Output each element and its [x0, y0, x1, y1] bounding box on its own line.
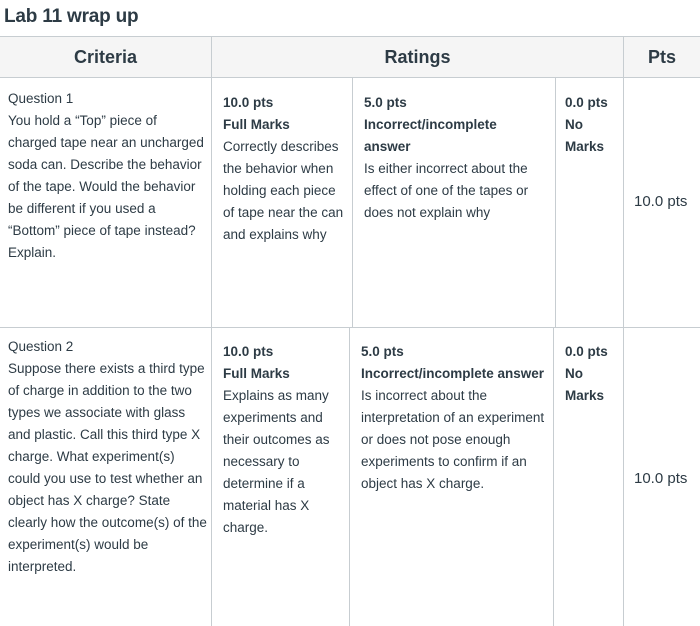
rating-description: Correctly describes the behavior when holding each piece of tape near the can and explains why: [223, 139, 344, 242]
criterion-description: Suppose there exists a third type of charge in addition to the two types we associate with glass and plastic. Call this third type X charge. What experiment(s) could you use to test whether an object has X charge? State clearly how the outcome(s) of the experiment(s) would be interpreted.: [8, 361, 207, 574]
rating-points: 5.0 pts: [361, 344, 404, 359]
column-divider: [623, 78, 624, 626]
rubric-table: [0, 36, 700, 626]
column-divider: [349, 328, 350, 626]
criterion-title: Question 2: [8, 339, 74, 354]
rating-name: Full Marks: [223, 366, 290, 381]
criteria-header: Criteria: [0, 36, 211, 78]
criterion-points: 10.0 pts: [634, 193, 688, 210]
criterion-cell: [8, 88, 208, 264]
pts-header: Pts: [623, 36, 700, 78]
rating-name: Incorrect/incomplete answer: [364, 117, 497, 154]
criterion-cell: [8, 336, 208, 578]
rating-points: 0.0 pts: [565, 95, 608, 110]
rating-cell: [223, 341, 345, 539]
criterion-title: Question 1: [8, 91, 74, 106]
rating-cell: [565, 341, 620, 407]
rating-description: Explains as many experiments and their outcomes as necessary to determine if a material has X charge.: [223, 388, 330, 535]
rating-cell: [364, 92, 544, 224]
rating-cell: [565, 92, 620, 158]
column-divider: [553, 328, 554, 626]
row-divider: [0, 327, 700, 328]
ratings-header: Ratings: [211, 36, 623, 78]
rating-points: 10.0 pts: [223, 344, 274, 359]
page-title: Lab 11 wrap up: [4, 6, 139, 27]
rating-name: No Marks: [565, 366, 605, 403]
rating-points: 0.0 pts: [565, 344, 608, 359]
rating-name: No Marks: [565, 117, 605, 154]
column-divider: [352, 78, 353, 328]
rating-description: Is incorrect about the interpretation of an experiment or does not pose enough experiments to confirm if an object has X charge.: [361, 388, 545, 491]
column-divider: [211, 78, 212, 626]
rating-name: Full Marks: [223, 117, 290, 132]
criterion-points: 10.0 pts: [634, 470, 688, 487]
rating-cell: [361, 341, 547, 495]
rating-description: Is either incorrect about the effect of one of the tapes or does not explain why: [364, 161, 529, 220]
criterion-description: You hold a “Top” piece of charged tape near an uncharged soda can. Describe the behavior of the tape. Would the behavior be different if you used a “Bottom” piece of tape instead? Explain.: [8, 113, 204, 260]
rating-name: Incorrect/incomplete answer: [361, 366, 545, 381]
rating-cell: [223, 92, 347, 246]
rating-points: 5.0 pts: [364, 95, 407, 110]
rating-points: 10.0 pts: [223, 95, 274, 110]
column-divider: [555, 78, 556, 328]
